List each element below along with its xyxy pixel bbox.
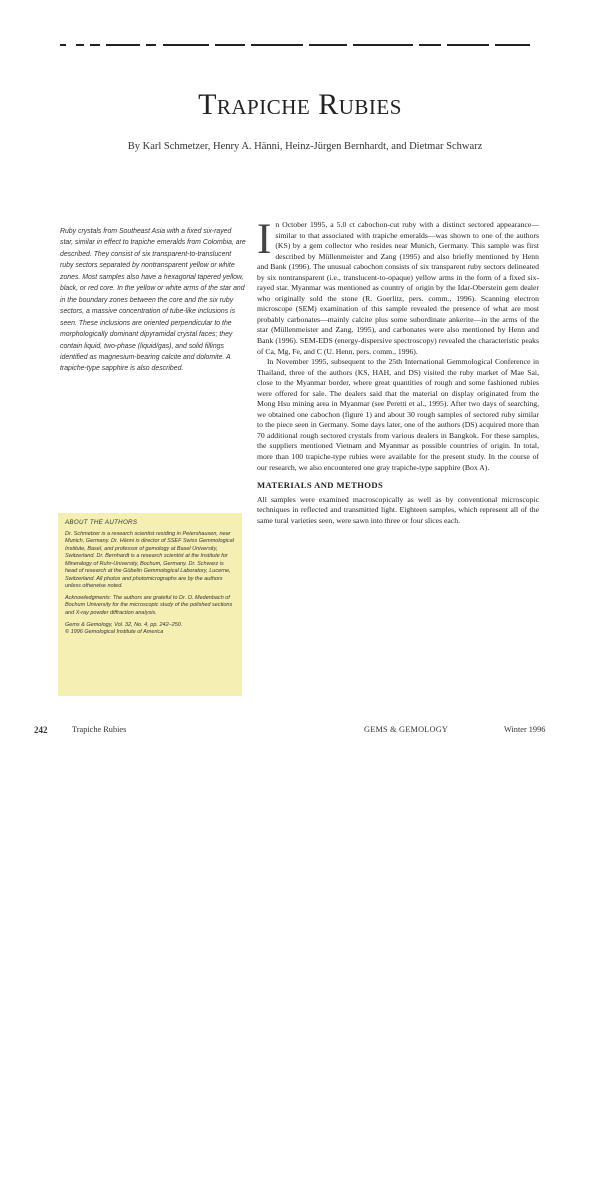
journal-name: GEMS & GEMOLOGY <box>364 725 449 734</box>
article-authors: By Karl Schmetzer, Henry A. Hänni, Heinz-Jürgen Bernhardt, and Dietmar Schwarz <box>127 141 483 152</box>
running-title: Trapiche Rubies <box>72 725 127 734</box>
section-heading: MATERIALS AND METHODS <box>257 480 384 491</box>
header-rule <box>60 44 530 47</box>
copyright-line: © 1996 Gemological Institute of America <box>65 629 164 636</box>
drop-cap: I <box>257 216 272 263</box>
issue-date: Winter 1996 <box>504 725 546 734</box>
section-paragraph: All samples were examined macroscopically as well as by conventional microscopic techniques in reflected and transmitted light. Eighteen samples, which represent all of the same tural varieties seen, were sawn into three or four slices each. <box>257 494 539 525</box>
citation <box>65 622 235 637</box>
about-heading: ABOUT THE AUTHORS <box>65 519 138 526</box>
page-number: 242 <box>34 725 48 735</box>
article-title: Trapiche Rubies <box>198 88 402 121</box>
acknowledgments: Acknowledgments: The authors are grateful to Dr. O. Medenbach of Bochum University for the microscopic study of the polished sections and X-ray powder diffraction analysis. <box>65 594 233 617</box>
abstract: Ruby crystals from Southeast Asia with a fixed six-rayed star, similar in effect to trapiche emeralds from Colombia, are described. They consist of six transparent-to-translucent ruby sectors separated by nontransparent yellow or white zones. Most samples also have a hexagonal tapered yellow, black, or red core. In the yellow or white arms of the star and in the boundary zones between the core and the six ruby sectors, a massive concentration of tube-like inclusions is seen. These inclusions are oriented perpendicular to the morphologically dominant dipyramidal crystal faces; they contain liquid, two-phase (liquid/gas), and solid fillings identified as magnesium-bearing calcite and dolomite. A trapiche-type sapphire is also described. <box>60 228 246 373</box>
main-text-column <box>257 216 539 526</box>
body-paragraph-text: n October 1995, a 5.0 ct cabochon-cut ruby with a distinct sectored appearance—similar to that associated with trapiche emeralds—was shown to one of the authors (KS) by a gem collector who resides near Munich, Germany. This sample was first described by Müllenmeister and Zang (1995) and also briefly mentioned by Henn and Bank (1996). The unusual cabochon consists of six transparent ruby sectors delineated by six nontransparent (i.e., translucent-to-opaque) yellow arms in the form of a fixed six-rayed star. Myanmar was mentioned as country of origin by the Idar-Oberstein gem dealer who originally sold the stone (R. Goerlitz, pers. comm., 1996). Scanning electron microscope (SEM) examination of this sample revealed the presence of what are most probably carbonates—mainly calcite plus some subordinate ankerite—in the arms of the star (Müllenmeister and Zang, 1995), and carbonates were also mentioned by Henn and Bank (1996). SEM-EDS (energy-dispersive spectroscopy) revealed the characteristic peaks of Ca, Mg, Fe, and C (U. Henn, pers. comm., 1996). <box>257 220 539 356</box>
about-the-authors-box <box>58 513 242 696</box>
body-paragraph <box>257 216 539 357</box>
page-footer <box>34 725 546 739</box>
body-paragraph: In November 1995, subsequent to the 25th International Gemmological Conference in Thailand, three of the authors (KS, HAH, and DS) visited the ruby market of Mae Sai, close to the Myanmar border, where great quantities of rough and some fashioned rubies were offered for sale. The dealers said that the material on display originated from the Mong Hsu mining area in Myanmar (see Peretti et al., 1995). After two days of searching, we obtained one cabochon (figure 1) and about 30 rough samples of sectored ruby similar to the piece seen in Germany. Some days later, one of the authors (DS) acquired more than 70 additional rough sectored crystals from various dealers in Bangkok. For these samples, the suppliers mentioned Vietnam and Myanmar as possible countries of origin. In total, more than 100 trapiche-type rubies were available for the present study. In the course of our research, we also encountered one gray trapiche-type sapphire (Box A). <box>257 357 539 472</box>
citation-line: Gems & Gemology, Vol. 32, No. 4, pp. 242–250. <box>65 621 183 628</box>
author-bios: Dr. Schmetzer is a research scientist residing in Petershausen, near Munich, Germany. Dr. Hänni is director of SSEF Swiss Gemmological Institute, Basel, and professor of gemology at Basel University, Switzerland. Dr. Bernhardt is a research scientist at the Institute for Mineralogy of Ruhr-University, Bochum, Germany. Dr. Schwarz is head of research at the Gübelin Gemmological Laboratory, Lucerne, Switzerland. All photos and photomicrographs are by the authors unless otherwise noted. <box>65 530 234 590</box>
